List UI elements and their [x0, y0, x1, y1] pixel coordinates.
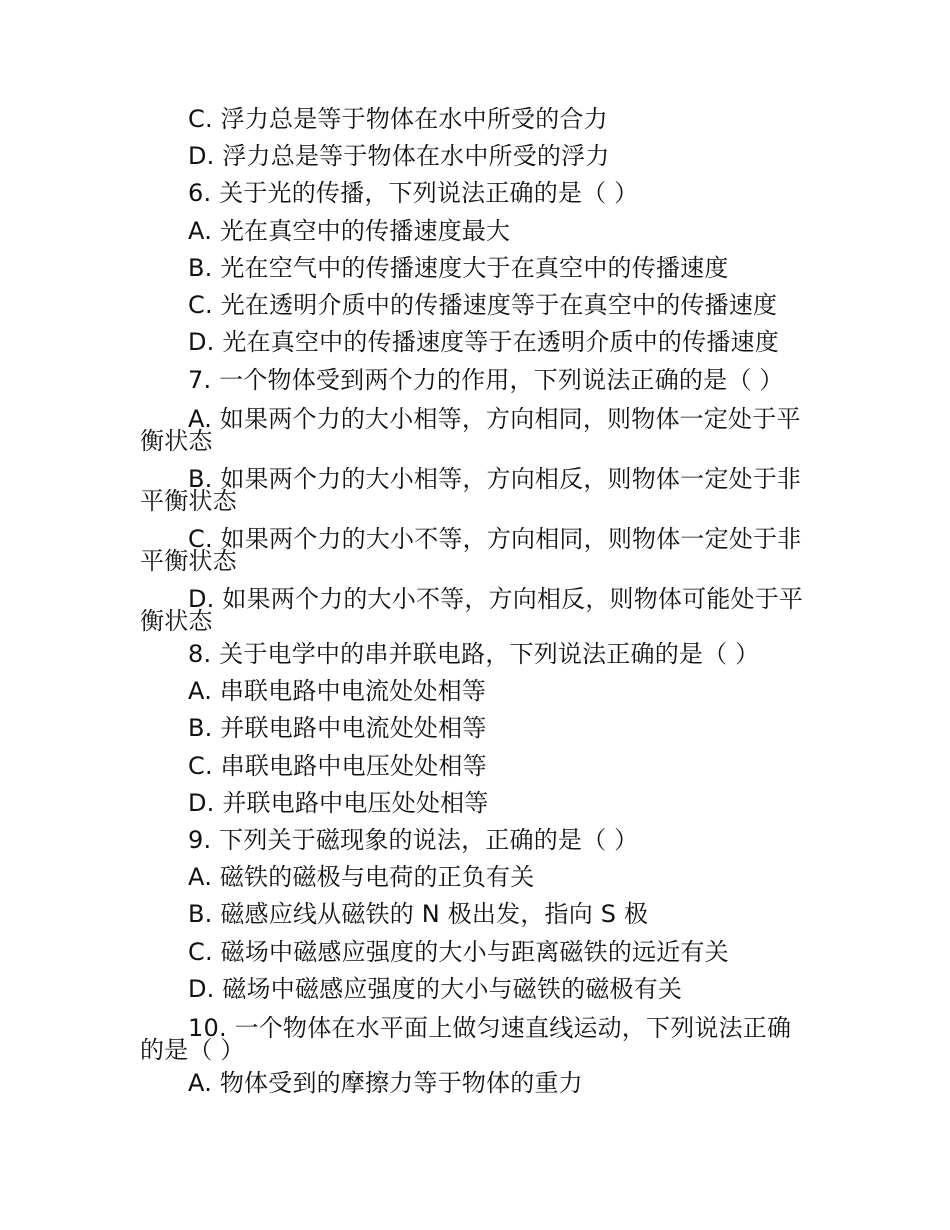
option-8c: C. 串联电路中电压处处相等	[188, 752, 487, 780]
option-9d: D. 磁场中磁感应强度的大小与磁铁的磁极有关	[188, 975, 683, 1003]
option-9a: A. 磁铁的磁极与电荷的正负有关	[188, 863, 535, 891]
option-10a: A. 物体受到的摩擦力等于物体的重力	[188, 1069, 583, 1097]
option-6c: C. 光在透明介质中的传播速度等于在真空中的传播速度	[188, 291, 778, 319]
question-8: 8. 关于电学中的串并联电路，下列说法正确的是（ ）	[188, 640, 760, 668]
option-8d: D. 并联电路中电压处处相等	[188, 789, 489, 817]
option-8b: B. 并联电路中电流处处相等	[188, 714, 487, 742]
option-5d: D. 浮力总是等于物体在水中所受的浮力	[188, 142, 610, 170]
option-5c: C. 浮力总是等于物体在水中所受的合力	[188, 105, 608, 133]
option-6b: B. 光在空气中的传播速度大于在真空中的传播速度	[188, 254, 729, 282]
question-9: 9. 下列关于磁现象的说法，正确的是（ ）	[188, 826, 639, 854]
option-7c: C. 如果两个力的大小不等，方向相同，则物体一定处于非平衡状态	[140, 525, 802, 575]
option-9c: C. 磁场中磁感应强度的大小与距离磁铁的远近有关	[188, 938, 729, 966]
option-8a: A. 串联电路中电流处处相等	[188, 677, 487, 705]
option-6d: D. 光在真空中的传播速度等于在透明介质中的传播速度	[188, 328, 779, 356]
option-7d: D. 如果两个力的大小不等，方向相反，则物体可能处于平衡状态	[140, 585, 804, 635]
question-7: 7. 一个物体受到两个力的作用，下列说法正确的是（ ）	[188, 366, 784, 394]
option-9b: B. 磁感应线从磁铁的 N 极出发，指向 S 极	[188, 900, 649, 928]
question-6: 6. 关于光的传播，下列说法正确的是（ ）	[188, 179, 639, 207]
question-10: 10. 一个物体在水平面上做匀速直线运动，下列说法正确的是（ ）	[140, 1014, 792, 1064]
option-7b: B. 如果两个力的大小相等，方向相反，则物体一定处于非平衡状态	[140, 465, 802, 515]
option-6a: A. 光在真空中的传播速度最大	[188, 217, 511, 245]
option-7a: A. 如果两个力的大小相等，方向相同，则物体一定处于平衡状态	[140, 405, 801, 455]
